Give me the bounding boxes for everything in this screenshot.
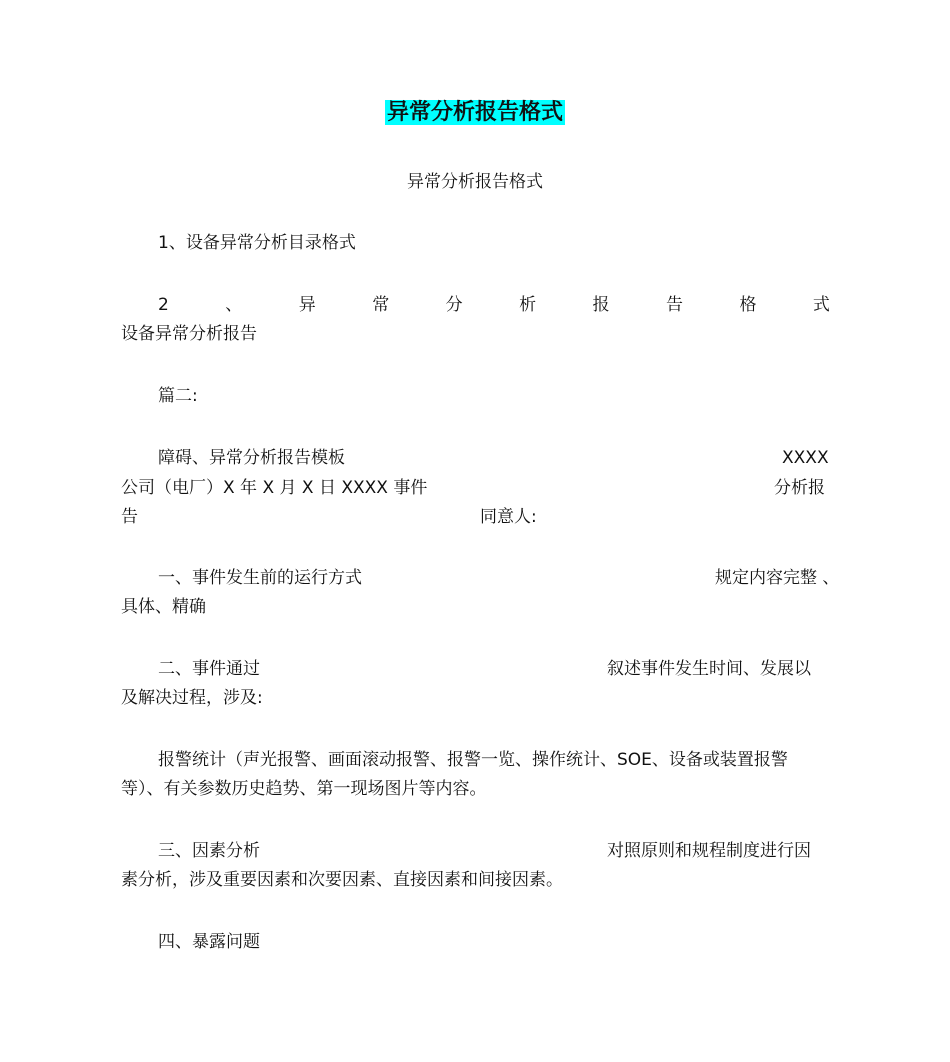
section-1-line2: 具体、精确 — [121, 597, 206, 617]
spread-char: 报 — [592, 295, 610, 315]
section-2-right: 叙述事件发生时间、发展以 — [607, 659, 811, 679]
section-1-right: 规定内容完整 、 — [715, 568, 840, 588]
alarm-paragraph-line2: 等）、有关参数历史趋势、第一现场图片等内容。 — [121, 779, 487, 799]
paragraph-2-line2: 设备异常分析报告 — [121, 324, 257, 344]
paragraph-4-line2-left: 公司（电厂）X 年 X 月 X 日 XXXX 事件 — [121, 478, 428, 498]
document-title — [0, 96, 950, 130]
spread-char: 格 — [739, 295, 757, 315]
section-3-line2: 素分析，涉及重要因素和次要因素、直接因素和间接因素。 — [121, 870, 563, 890]
section-2-heading: 二、事件通过 — [158, 659, 260, 679]
spread-char: 、 — [225, 295, 243, 315]
spread-char: 分 — [445, 295, 463, 315]
spread-char: 式 — [812, 295, 830, 315]
section-3-right: 对照原则和规程制度进行因 — [607, 841, 811, 861]
document-subtitle: 异常分析报告格式 — [407, 172, 543, 192]
paragraph-4-line2-right: 分析报 — [774, 478, 825, 498]
spread-char: 异 — [298, 295, 316, 315]
alarm-paragraph-line1: 报警统计（声光报警、画面滚动报警、报警一览、操作统计、SOE、设备或装置报警 — [158, 750, 788, 770]
paragraph-4-left: 障碍、异常分析报告模板 — [158, 448, 345, 468]
paragraph-4-right: XXXX — [782, 448, 829, 468]
paragraph-3: 篇二: — [158, 386, 198, 406]
section-1-heading: 一、事件发生前的运行方式 — [158, 568, 362, 588]
paragraph-4-line3-mid: 同意人: — [480, 507, 537, 527]
section-3-heading: 三、因素分析 — [158, 841, 260, 861]
paragraph-4-line3-left: 告 — [121, 507, 138, 527]
spread-char: 告 — [666, 295, 683, 315]
spread-char: 2 — [158, 295, 169, 315]
paragraph-1: 1、设备异常分析目录格式 — [158, 233, 356, 253]
spread-char: 常 — [372, 295, 390, 315]
highlighted-title: 异常分析报告格式 — [386, 100, 563, 125]
paragraph-2-spread — [158, 293, 830, 317]
section-2-line2: 及解决过程，涉及: — [121, 688, 263, 708]
spread-char: 析 — [519, 295, 537, 315]
section-4-heading: 四、暴露问题 — [158, 932, 260, 952]
